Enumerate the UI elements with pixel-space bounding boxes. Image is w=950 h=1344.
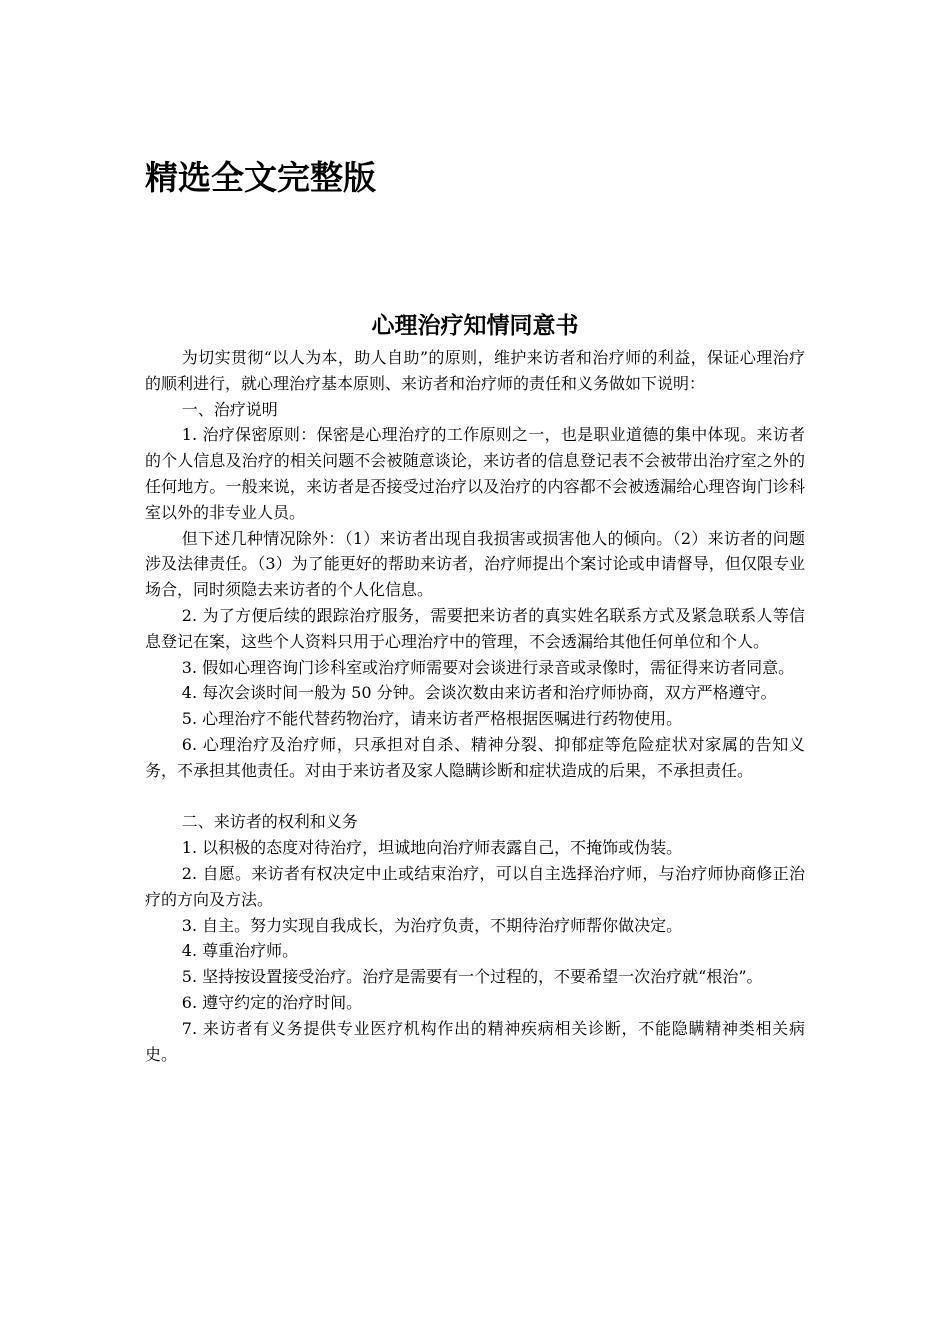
section-1-item-5: 5. 心理治疗不能代替药物治疗，请来访者严格根据医嘱进行药物使用。 [181,709,683,729]
section-1-item-3: 3. 假如心理咨询门诊科室或治疗师需要对会谈进行录音或录像时，需征得来访者同意。 [181,657,795,677]
section-1-item-6: 6. 心理治疗及治疗师，只承担对自杀、精神分裂、抑郁症等危险症状对家属的告知义务，不承担其他责任。对由于来访者及家人隐瞒诊断和症状造成的后果，不承担责任。 [145,734,805,780]
blank-line [145,784,805,810]
section-1-heading: 一、治疗说明 [181,399,278,419]
section-1-exceptions: 但下述几种情况除外：（1）来访者出现自我损害或损害他人的倾向。（2）来访者的问题涉及法律责任。（3）为了能更好的帮助来访者，治疗师提出个案讨论或申请督导，但仅限专业场合，同时须隐去来访者的个人化信息。 [145,528,805,600]
section-1-item-4: 4. 每次会谈时间一般为 50 分钟。会谈次数由来访者和治疗师协商，双方严格遵守。 [181,683,777,703]
section-2-item-6: 6. 遵守约定的治疗时间。 [181,992,363,1012]
banner-heading: 精选全文完整版 [145,158,376,197]
document-body [145,345,805,1067]
section-2-item-7: 7. 来访者有义务提供专业医疗机构作出的精神疾病相关诊断，不能隐瞒精神类相关病史。 [145,1018,805,1064]
section-2-item-5: 5. 坚持按设置接受治疗。治疗是需要有一个过程的，不要希望一次治疗就“根治”。 [181,967,763,987]
section-2-item-3: 3. 自主。努力实现自我成长，为治疗负责，不期待治疗师帮你做决定。 [181,915,683,935]
section-2-heading: 二、来访者的权利和义务 [181,812,358,832]
intro-paragraph: 为切实贯彻“以人为本，助人自助”的原则，维护来访者和治疗师的利益，保证心理治疗的顺利进行，就心理治疗基本原则、来访者和治疗师的责任和义务做如下说明： [145,348,805,393]
section-2-item-2: 2. 自愿。来访者有权决定中止或结束治疗，可以自主选择治疗师，与治疗师协商修正治疗的方向及方法。 [145,863,805,909]
section-2-item-4: 4. 尊重治疗师。 [181,941,299,961]
section-1-item-1: 1. 治疗保密原则：保密是心理治疗的工作原则之一，也是职业道德的集中体现。来访者的个人信息及治疗的相关问题不会被随意谈论，来访者的信息登记表不会被带出治疗室之外的任何地方。一般来说，来访者是否接受过治疗以及治疗的内容都不会被透漏给心理咨询门诊科室以外的非专业人员。 [145,425,805,522]
document-title: 心理治疗知情同意书 [371,313,579,339]
section-2-item-1: 1. 以积极的态度对待治疗，坦诚地向治疗师表露自己，不掩饰或伪装。 [181,838,683,858]
section-1-item-2: 2. 为了方便后续的跟踪治疗服务，需要把来访者的真实姓名联系方式及紧急联系人等信息登记在案，这些个人资料只用于心理治疗中的管理，不会透漏给其他任何单位和个人。 [145,605,805,651]
